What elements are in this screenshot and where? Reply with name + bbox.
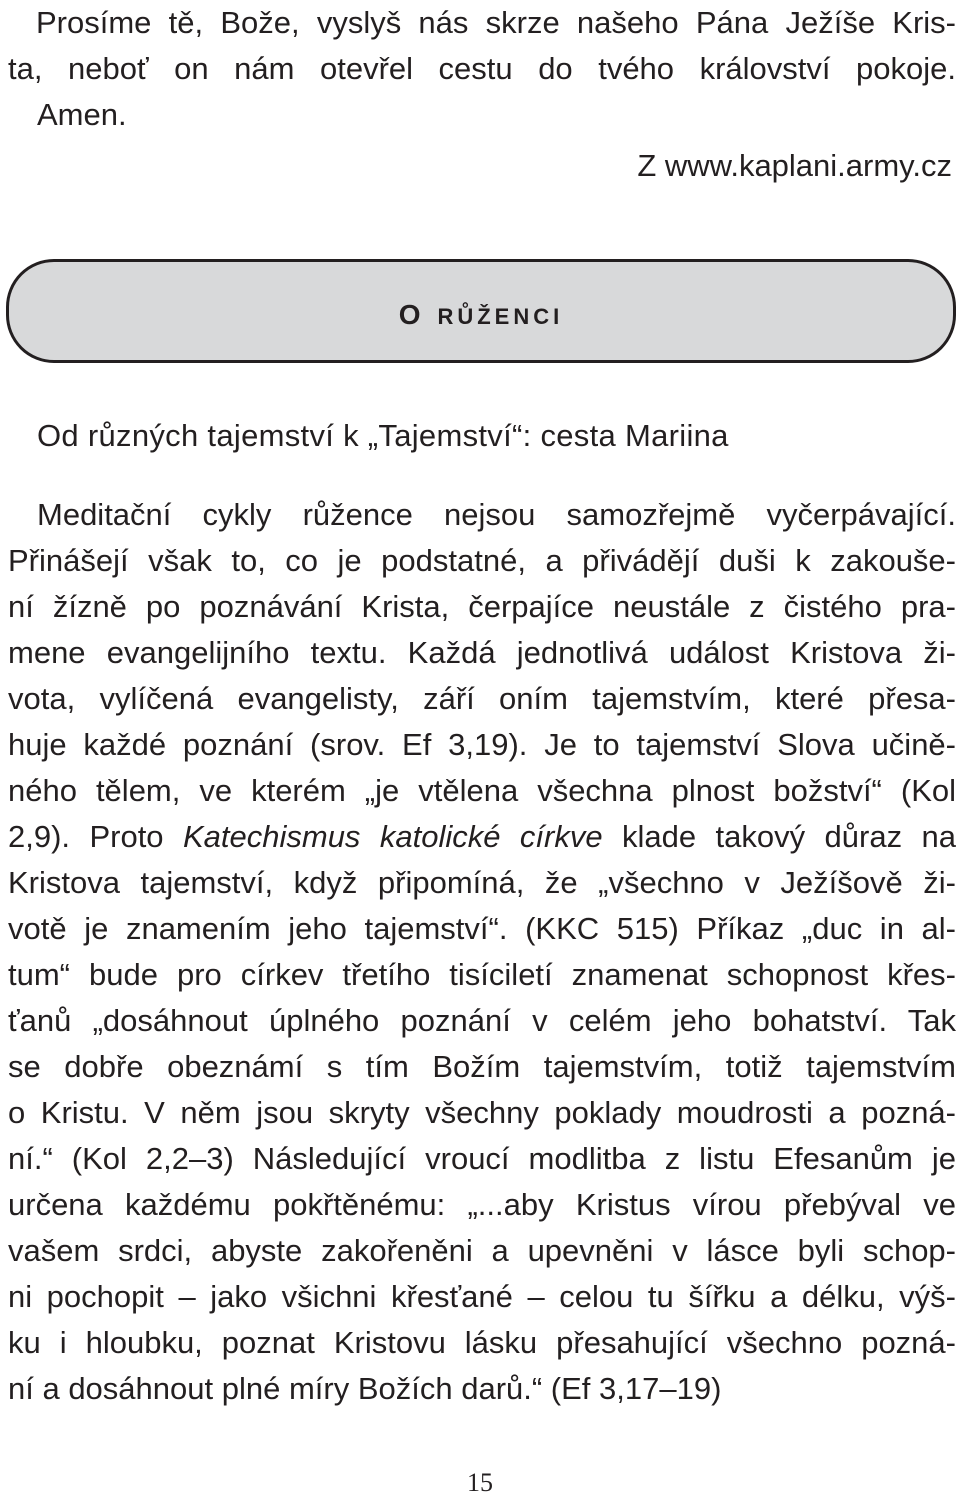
body-line: tum“ bude pro církev třetího tisíciletí znamenat schopnost křes- xyxy=(8,957,956,992)
body-line: Meditační cykly růžence nejsou samozřejmě vyčerpávající. xyxy=(37,497,956,532)
body-line: ku i hloubku, poznat Kristovu lásku přesahující všechno pozná- xyxy=(8,1325,956,1360)
body-paragraph xyxy=(8,492,956,1412)
section-title-banner xyxy=(6,259,956,363)
prayer-line: ta, neboť on nám otevřel cestu do tvého království pokoje. xyxy=(8,51,956,86)
prayer-line: Prosíme tě, Bože, vyslyš nás skrze našeho Pána Ježíše Kris- xyxy=(36,5,956,40)
body-line: vota, vylíčená evangelisty, září oním tajemstvím, které přesa- xyxy=(8,681,956,716)
body-line-before: 2,9). Proto xyxy=(8,819,183,854)
body-line: ní a dosáhnout plné míry Božích darů.“ (Ef 3,17–19) xyxy=(8,1371,722,1406)
body-line: se dobře obeznámí s tím Božím tajemstvím, totiž tajemstvím xyxy=(8,1049,956,1084)
body-line: vašem srdci, abyste zakořeněni a upevněni v lásce byli schop- xyxy=(8,1233,956,1268)
body-line: Kristova tajemství, když připomíná, že „všechno v Ježíšově ži- xyxy=(8,865,956,900)
section-title: o růženci xyxy=(398,288,564,333)
body-line: mene evangelijního textu. Každá jednotlivá událost Kristova ži- xyxy=(8,635,956,670)
catechism-title: Katechismus katolické církve xyxy=(182,819,603,854)
prayer-line: Amen. xyxy=(37,97,127,132)
body-line: ní.“ (Kol 2,2–3) Následující vroucí modlitba z listu Efesanům je xyxy=(8,1141,956,1176)
body-line-after: klade takový důraz na xyxy=(602,819,956,854)
body-line: ní žízně po poznávání Krista, čerpajíce neustále z čistého pra- xyxy=(8,589,956,624)
prayer-paragraph xyxy=(8,0,956,138)
body-line: o Kristu. V něm jsou skryty všechny poklady moudrosti a pozná- xyxy=(8,1095,956,1130)
body-line: ťanů „dosáhnout úplného poznání v celém jeho bohatství. Tak xyxy=(8,1003,956,1038)
body-line: určena každému pokřtěnému: „...aby Kristus vírou přebýval ve xyxy=(8,1187,956,1222)
page-number: 15 xyxy=(467,1468,493,1497)
source-attribution: Z www.kaplani.army.cz xyxy=(637,148,952,183)
body-line: huje každé poznání (srov. Ef 3,19). Je to tajemství Slova učině- xyxy=(8,727,956,762)
body-line: ni pochopit – jako všichni křesťané – celou tu šířku a délku, výš- xyxy=(8,1279,956,1314)
body-line: Přinášejí však to, co je podstatné, a přivádějí duši k zakouše- xyxy=(8,543,956,578)
subheading: Od různých tajemství k „Tajemství“: cesta Mariina xyxy=(37,418,729,453)
body-line: votě je znamením jeho tajemství“. (KKC 515) Příkaz „duc in al- xyxy=(8,911,956,946)
body-line-with-title xyxy=(8,814,956,860)
body-line: ného tělem, ve kterém „je vtělena všechna plnost božství“ (Kol xyxy=(8,773,956,808)
